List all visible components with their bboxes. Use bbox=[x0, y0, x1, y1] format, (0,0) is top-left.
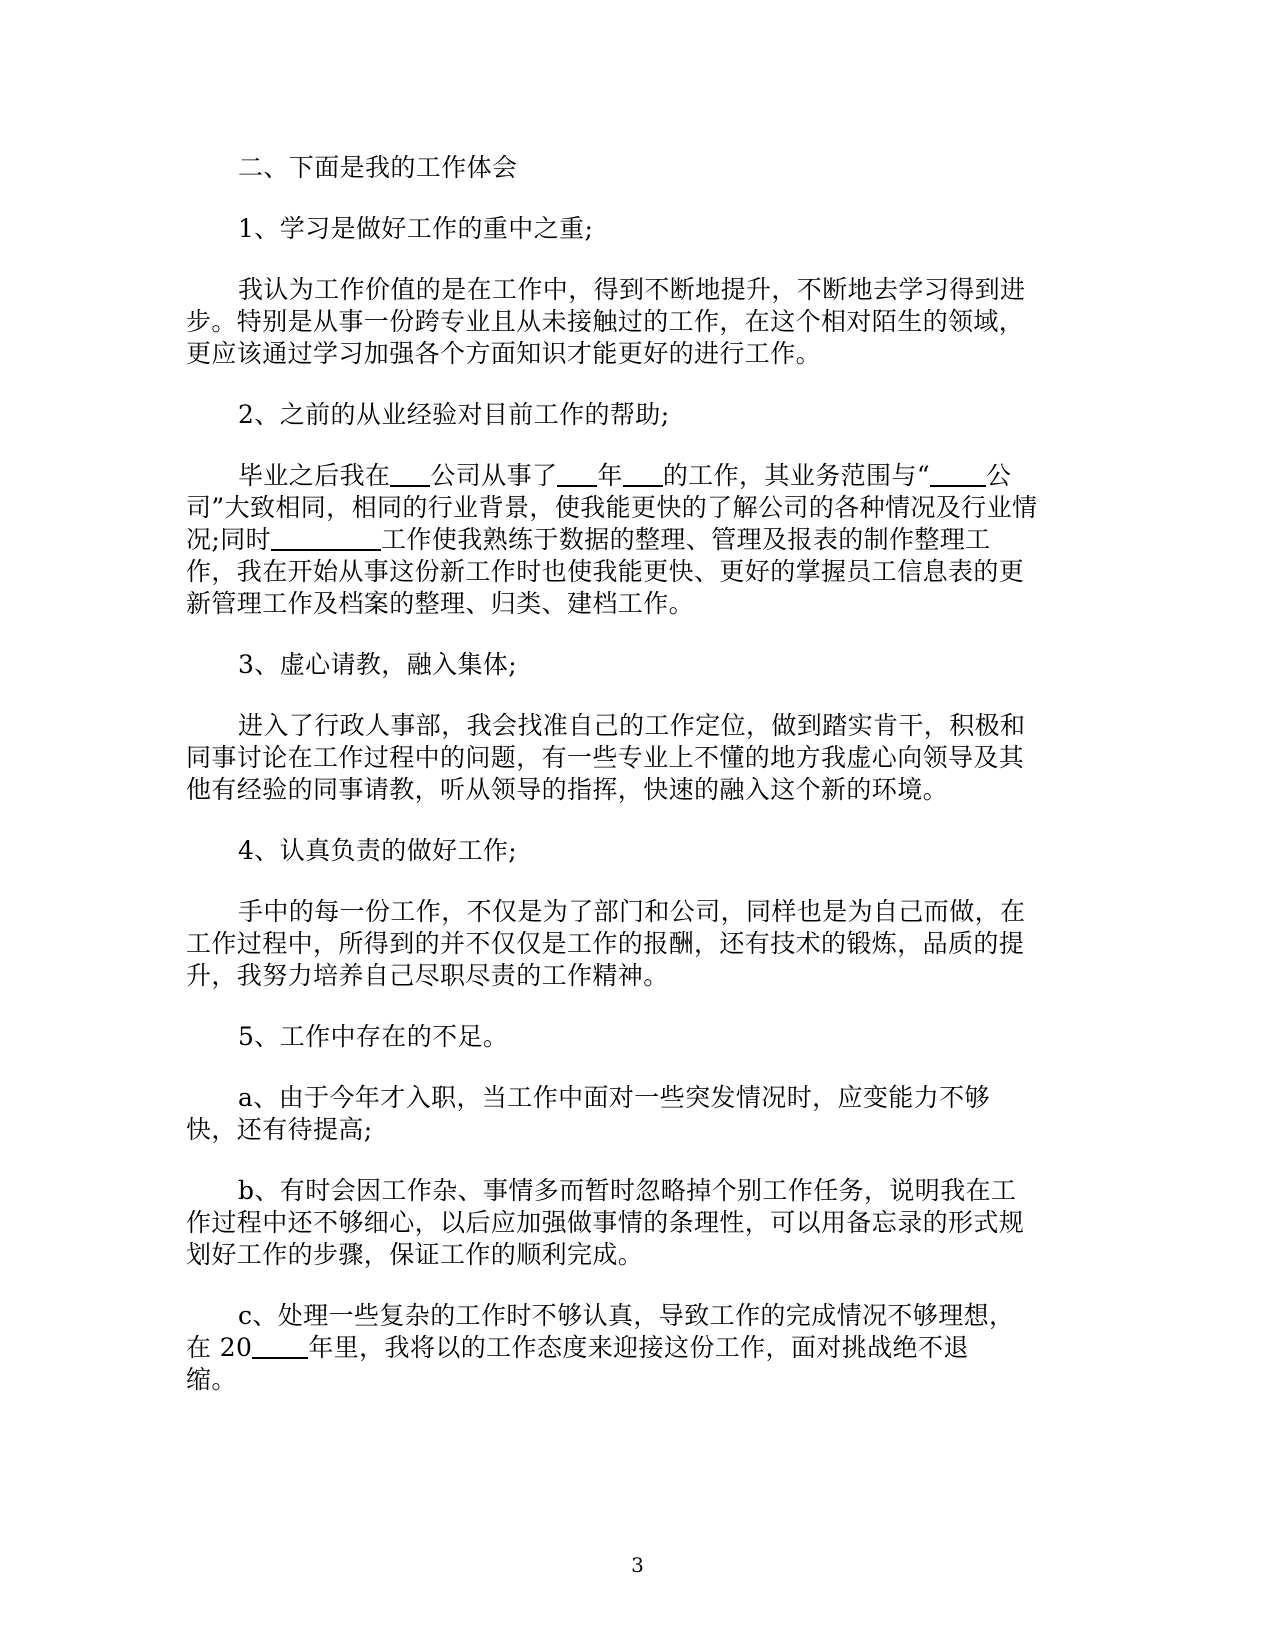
fill-blank bbox=[557, 461, 597, 487]
paragraph-text: 5、工作中存在的不足。 bbox=[238, 1022, 509, 1051]
paragraph-text: 手中的每一份工作，不仅是为了部门和公司，同样也是为自己而做，在工作过程中，所得到的并不仅仅是工作的报酬，还有技术的锻炼，品质的提升，我努力培养自己尽职尽责的工作精神。 bbox=[186, 897, 1026, 990]
paragraph-text: c、处理一些复杂的工作时不够认真，导致工作的完成情况不够理想，在 20 bbox=[186, 1301, 1015, 1362]
paragraph-text: 毕业之后我在 bbox=[238, 461, 391, 490]
page-number: 3 bbox=[631, 1553, 644, 1577]
paragraph-shortcoming-b bbox=[186, 1175, 1041, 1271]
section-heading-work-experience bbox=[186, 152, 1086, 184]
paragraph-learning bbox=[186, 274, 1041, 370]
paragraph-text: 我认为工作价值的是在工作中，得到不断地提升，不断地去学习得到进步。特别是从事一份跨专业且从未接触过的工作，在这个相对陌生的领域，更应该通过学习加强各个方面知识才能更好的进行工作。 bbox=[186, 275, 1026, 368]
paragraph-text: 公司”大致相同，相同的行业背景，使我能更快的了解公司的各种情况及行业情况;同时 bbox=[186, 461, 1038, 554]
fill-blank bbox=[930, 461, 986, 487]
fill-blank bbox=[252, 1333, 308, 1359]
paragraph-text: 年里，我将以的工作态度来迎接这份工作，面对挑战绝不退缩。 bbox=[186, 1333, 969, 1394]
paragraph-text: 的工作，其业务范围与“ bbox=[662, 461, 931, 490]
item-heading-2 bbox=[186, 399, 1086, 431]
paragraph-text: 进入了行政人事部，我会找准自己的工作定位，做到踏实肯干，积极和同事讨论在工作过程中的问题，有一些专业上不懂的地方我虚心向领导及其他有经验的同事请教，听从领导的指挥，快速的融入这个新的环境。 bbox=[186, 711, 1026, 804]
paragraph-text: b、有时会因工作杂、事情多而暂时忽略掉个别工作任务，说明我在工作过程中还不够细心，以后应加强做事情的条理性，可以用备忘录的形式规划好工作的步骤，保证工作的顺利完成。 bbox=[186, 1176, 1025, 1269]
paragraph-text: 年 bbox=[597, 461, 623, 490]
paragraph-shortcoming-c bbox=[186, 1300, 1016, 1396]
paragraph-text: 4、认真负责的做好工作; bbox=[238, 836, 518, 865]
paragraph-text: 二、下面是我的工作体会 bbox=[238, 153, 518, 182]
paragraph-text: 2、之前的从业经验对目前工作的帮助; bbox=[238, 400, 670, 429]
paragraph-responsibility bbox=[186, 896, 1041, 992]
document-body bbox=[186, 152, 1086, 1425]
fill-blank bbox=[390, 461, 430, 487]
item-heading-3 bbox=[186, 649, 1086, 681]
paragraph-text: 1、学习是做好工作的重中之重; bbox=[238, 214, 594, 243]
paragraph-text: 公司从事了 bbox=[430, 461, 558, 490]
fill-blank bbox=[271, 525, 381, 551]
item-heading-5 bbox=[186, 1021, 1086, 1053]
paragraph-prior-experience bbox=[186, 460, 1041, 620]
item-heading-1 bbox=[186, 213, 1086, 245]
paragraph-shortcoming-a bbox=[186, 1082, 1016, 1146]
item-heading-4 bbox=[186, 835, 1086, 867]
paragraph-text: 3、虚心请教，融入集体; bbox=[238, 650, 518, 679]
paragraph-team-integration bbox=[186, 710, 1041, 806]
paragraph-text: a、由于今年才入职，当工作中面对一些突发情况时，应变能力不够快，还有待提高; bbox=[186, 1083, 990, 1144]
fill-blank bbox=[623, 461, 663, 487]
paragraph-text: 工作使我熟练于数据的整理、管理及报表的制作整理工作，我在开始从事这份新工作时也使我能更快、更好的掌握员工信息表的更新管理工作及档案的整理、归类、建档工作。 bbox=[186, 525, 1025, 618]
